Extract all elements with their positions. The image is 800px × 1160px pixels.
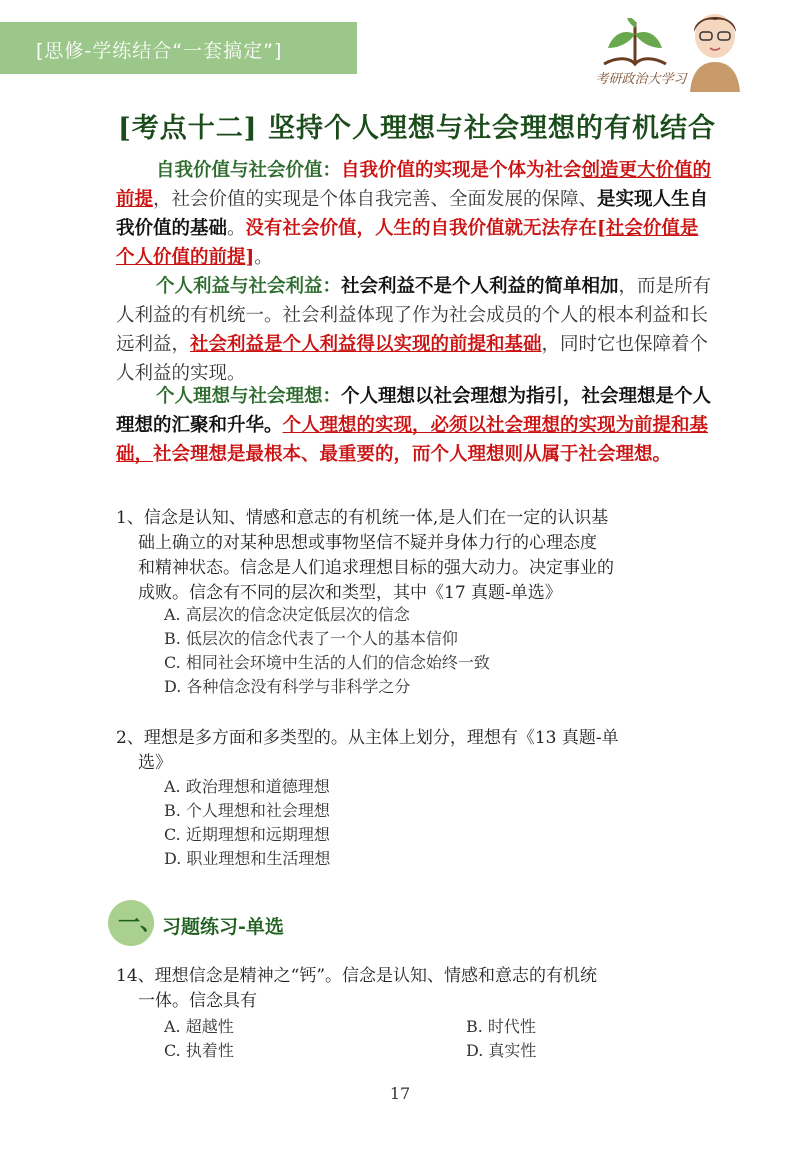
question-1-option-d[interactable]: D. 各种信念没有科学与非科学之分 [164, 677, 411, 696]
question-1-option-c[interactable]: C. 相同社会环境中生活的人们的信念始终一致 [164, 653, 490, 672]
question-1-line: 成败。信念有不同的层次和类型，其中《17 真题-单选》 [138, 583, 562, 603]
paragraph-personal-social-interest: 个人利益与社会利益：社会利益不是个人利益的简单相加，而是所有人利益的有机统一。社会利益体现了作为社会成员的个人的根本利益和长远利益，社会利益是个人利益得以实现的前提和基础，同时它也保障着个人利益的实现。 [116, 276, 712, 384]
question-2-option-c[interactable]: C. 近期理想和远期理想 [164, 825, 330, 844]
paragraph-self-social-value: 自我价值与社会价值：自我价值的实现是个体为社会创造更大价值的前提，社会价值的实现是个体自我完善、全面发展的保障、是实现人生自我价值的基础。没有社会价值，人生的自我价值就无法存在[社会价值是个人价值的前提]。 [116, 160, 712, 268]
paragraph-personal-social-ideal: 个人理想与社会理想：个人理想以社会理想为指引，社会理想是个人理想的汇聚和升华。个人理想的实现，必须以社会理想的实现为前提和基础，社会理想是最根本、最重要的，而个人理想则从属于社会理想。 [116, 386, 712, 465]
question-14-line: 14、理想信念是精神之“钙”。信念是认知、情感和意志的有机统 [116, 966, 598, 986]
question-14-option-d[interactable]: D. 真实性 [466, 1041, 537, 1060]
question-1-line: 础上确立的对某种思想或事物坚信不疑并身体力行的心理态度 [138, 533, 597, 553]
logo-icon [598, 18, 672, 70]
question-2-line: 2、理想是多方面和多类型的。从主体上划分，理想有《13 真题-单 [116, 728, 619, 748]
question-2 [116, 726, 716, 776]
question-1-line: 和精神状态。信念是人们追求理想目标的强大动力。决定事业的 [138, 558, 614, 578]
question-1 [116, 506, 716, 606]
question-1-option-b[interactable]: B. 低层次的信念代表了一个人的基本信仰 [164, 629, 458, 648]
question-14-line: 一体。信念具有 [138, 991, 257, 1011]
question-2-line: 选》 [138, 753, 172, 773]
avatar [684, 6, 746, 92]
section-title: [考点十二] 坚持个人理想与社会理想的有机结合 [118, 113, 716, 144]
question-2-option-b[interactable]: B. 个人理想和社会理想 [164, 801, 330, 820]
exercise-badge-label: 一、 [118, 910, 163, 936]
exercise-title: 习题练习-单选 [162, 916, 284, 938]
question-14-option-c[interactable]: C. 执着性 [164, 1041, 234, 1060]
question-1-option-a[interactable]: A. 高层次的信念决定低层次的信念 [164, 605, 410, 624]
question-2-option-d[interactable]: D. 职业理想和生活理想 [164, 849, 331, 868]
question-14-option-b[interactable]: B. 时代性 [466, 1017, 536, 1036]
question-14 [116, 964, 716, 1014]
question-14-option-a[interactable]: A. 超越性 [164, 1017, 234, 1036]
page-number: 17 [389, 1084, 411, 1103]
question-2-option-a[interactable]: A. 政治理想和道德理想 [164, 777, 330, 796]
logo-text: 考研政治大学习 [595, 72, 687, 87]
header-banner-text: [思修-学练结合“一套搞定”] [36, 40, 283, 62]
question-1-line: 1、信念是认知、情感和意志的有机统一体,是人们在一定的认识基 [116, 508, 609, 528]
